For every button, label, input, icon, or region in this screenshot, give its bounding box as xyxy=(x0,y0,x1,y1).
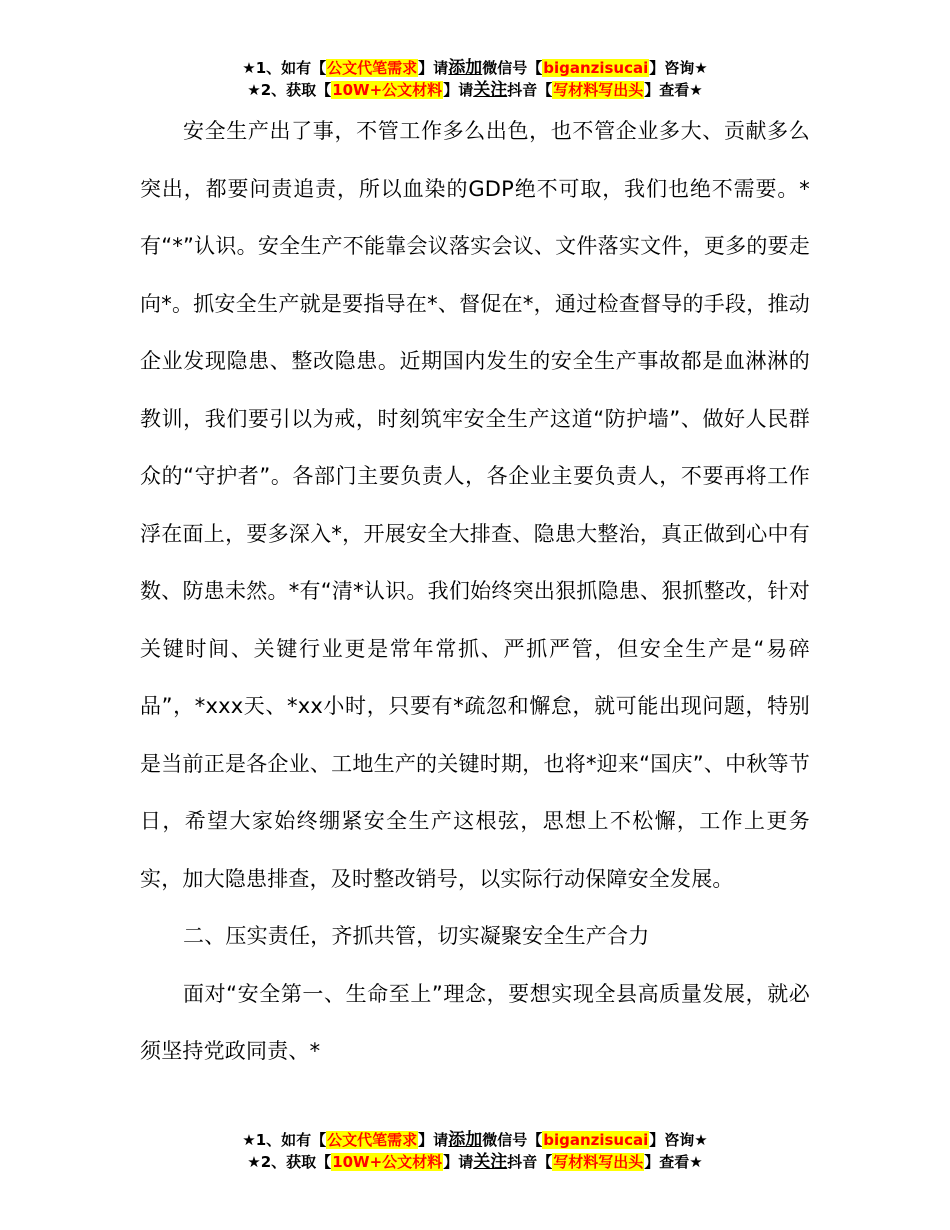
banner-text: 】查看★ xyxy=(644,1153,703,1171)
banner-line-2 xyxy=(0,79,950,101)
banner-text: 】请 xyxy=(443,81,474,99)
banner-text: 】请 xyxy=(443,1153,474,1171)
banner-emphasis: 关注 xyxy=(473,80,508,100)
banner-emphasis: 添加 xyxy=(448,1130,483,1150)
banner-emphasis: 关注 xyxy=(473,1152,508,1172)
banner-text: 微信号【 xyxy=(482,59,543,77)
body-paragraph: 安全生产出了事，不管工作多么出色，也不管企业多大、贡献多么突出，都要问责追责，所以血染的GDP绝不可取，我们也绝不需要。*有“*”认识。安全生产不能靠会议落实会议、文件落实文件，更多的要走向*。抓安全生产就是要指导在*、督促在*，通过检查督导的手段，推动企业发现隐患、整改隐患。近期国内发生的安全生产事故都是血淋淋的教训，我们要引以为戒，时刻筑牢安全生产这道“防护墙”、做好人民群众的“守护者”。各部门主要负责人，各企业主要负责人，不要再将工作浮在面上，要多深入*，开展安全大排查、隐患大整治，真正做到心中有数、防患未然。*有“清*认识。我们始终突出狠抓隐患、狠抓整改，针对关键时间、关键行业更是常年常抓、严抓严管，但安全生产是“易碎品”，*xxx天、*xx小时，只要有*疏忽和懈怠，就可能出现问题，特别是当前正是各企业、工地生产的关键时期，也将*迎来“国庆”、中秋等节日，希望大家始终绷紧安全生产这根弦，思想上不松懈，工作上更务实，加大隐患排查，及时整改销号，以实际行动保障安全发展。 xyxy=(140,119,810,891)
banner-highlight: 写材料写出头 xyxy=(553,81,644,99)
banner-text: 抖音【 xyxy=(507,1153,553,1171)
banner-highlight: 公文代笔需求 xyxy=(327,1131,418,1149)
banner-highlight: 写材料写出头 xyxy=(553,1153,644,1171)
banner-text: ★1、如有【 xyxy=(242,1131,327,1149)
banner-text: ★1、如有【 xyxy=(242,59,327,77)
body-paragraph: 面对“安全第一、生命至上”理念，要想实现全县高质量发展，就必须坚持党政同责、* xyxy=(140,981,810,1063)
banner-highlight: 10W+公文材料 xyxy=(332,1153,443,1171)
banner-emphasis: 添加 xyxy=(448,58,483,78)
banner-line-2 xyxy=(0,1151,950,1173)
document-body xyxy=(140,103,810,1081)
banner-line-1 xyxy=(0,1129,950,1151)
banner-text: 】请 xyxy=(418,1131,449,1149)
banner-line-1 xyxy=(0,57,950,79)
banner-text: ★2、获取【 xyxy=(247,1153,332,1171)
banner-highlight: 公文代笔需求 xyxy=(327,59,418,77)
banner-highlight: 10W+公文材料 xyxy=(332,81,443,99)
banner-text: 微信号【 xyxy=(482,1131,543,1149)
section-heading: 二、压实责任，齐抓共管，切实凝聚安全生产合力 xyxy=(183,924,650,948)
banner-text: 抖音【 xyxy=(507,81,553,99)
banner-text: 】请 xyxy=(418,59,449,77)
banner-highlight: biganzisucai xyxy=(543,1131,649,1149)
banner-highlight: biganzisucai xyxy=(543,59,649,77)
header-banner xyxy=(0,57,950,101)
footer-banner xyxy=(0,1129,950,1173)
banner-text: ★2、获取【 xyxy=(247,81,332,99)
banner-text: 】咨询★ xyxy=(649,59,708,77)
banner-text: 】咨询★ xyxy=(649,1131,708,1149)
banner-text: 】查看★ xyxy=(644,81,703,99)
